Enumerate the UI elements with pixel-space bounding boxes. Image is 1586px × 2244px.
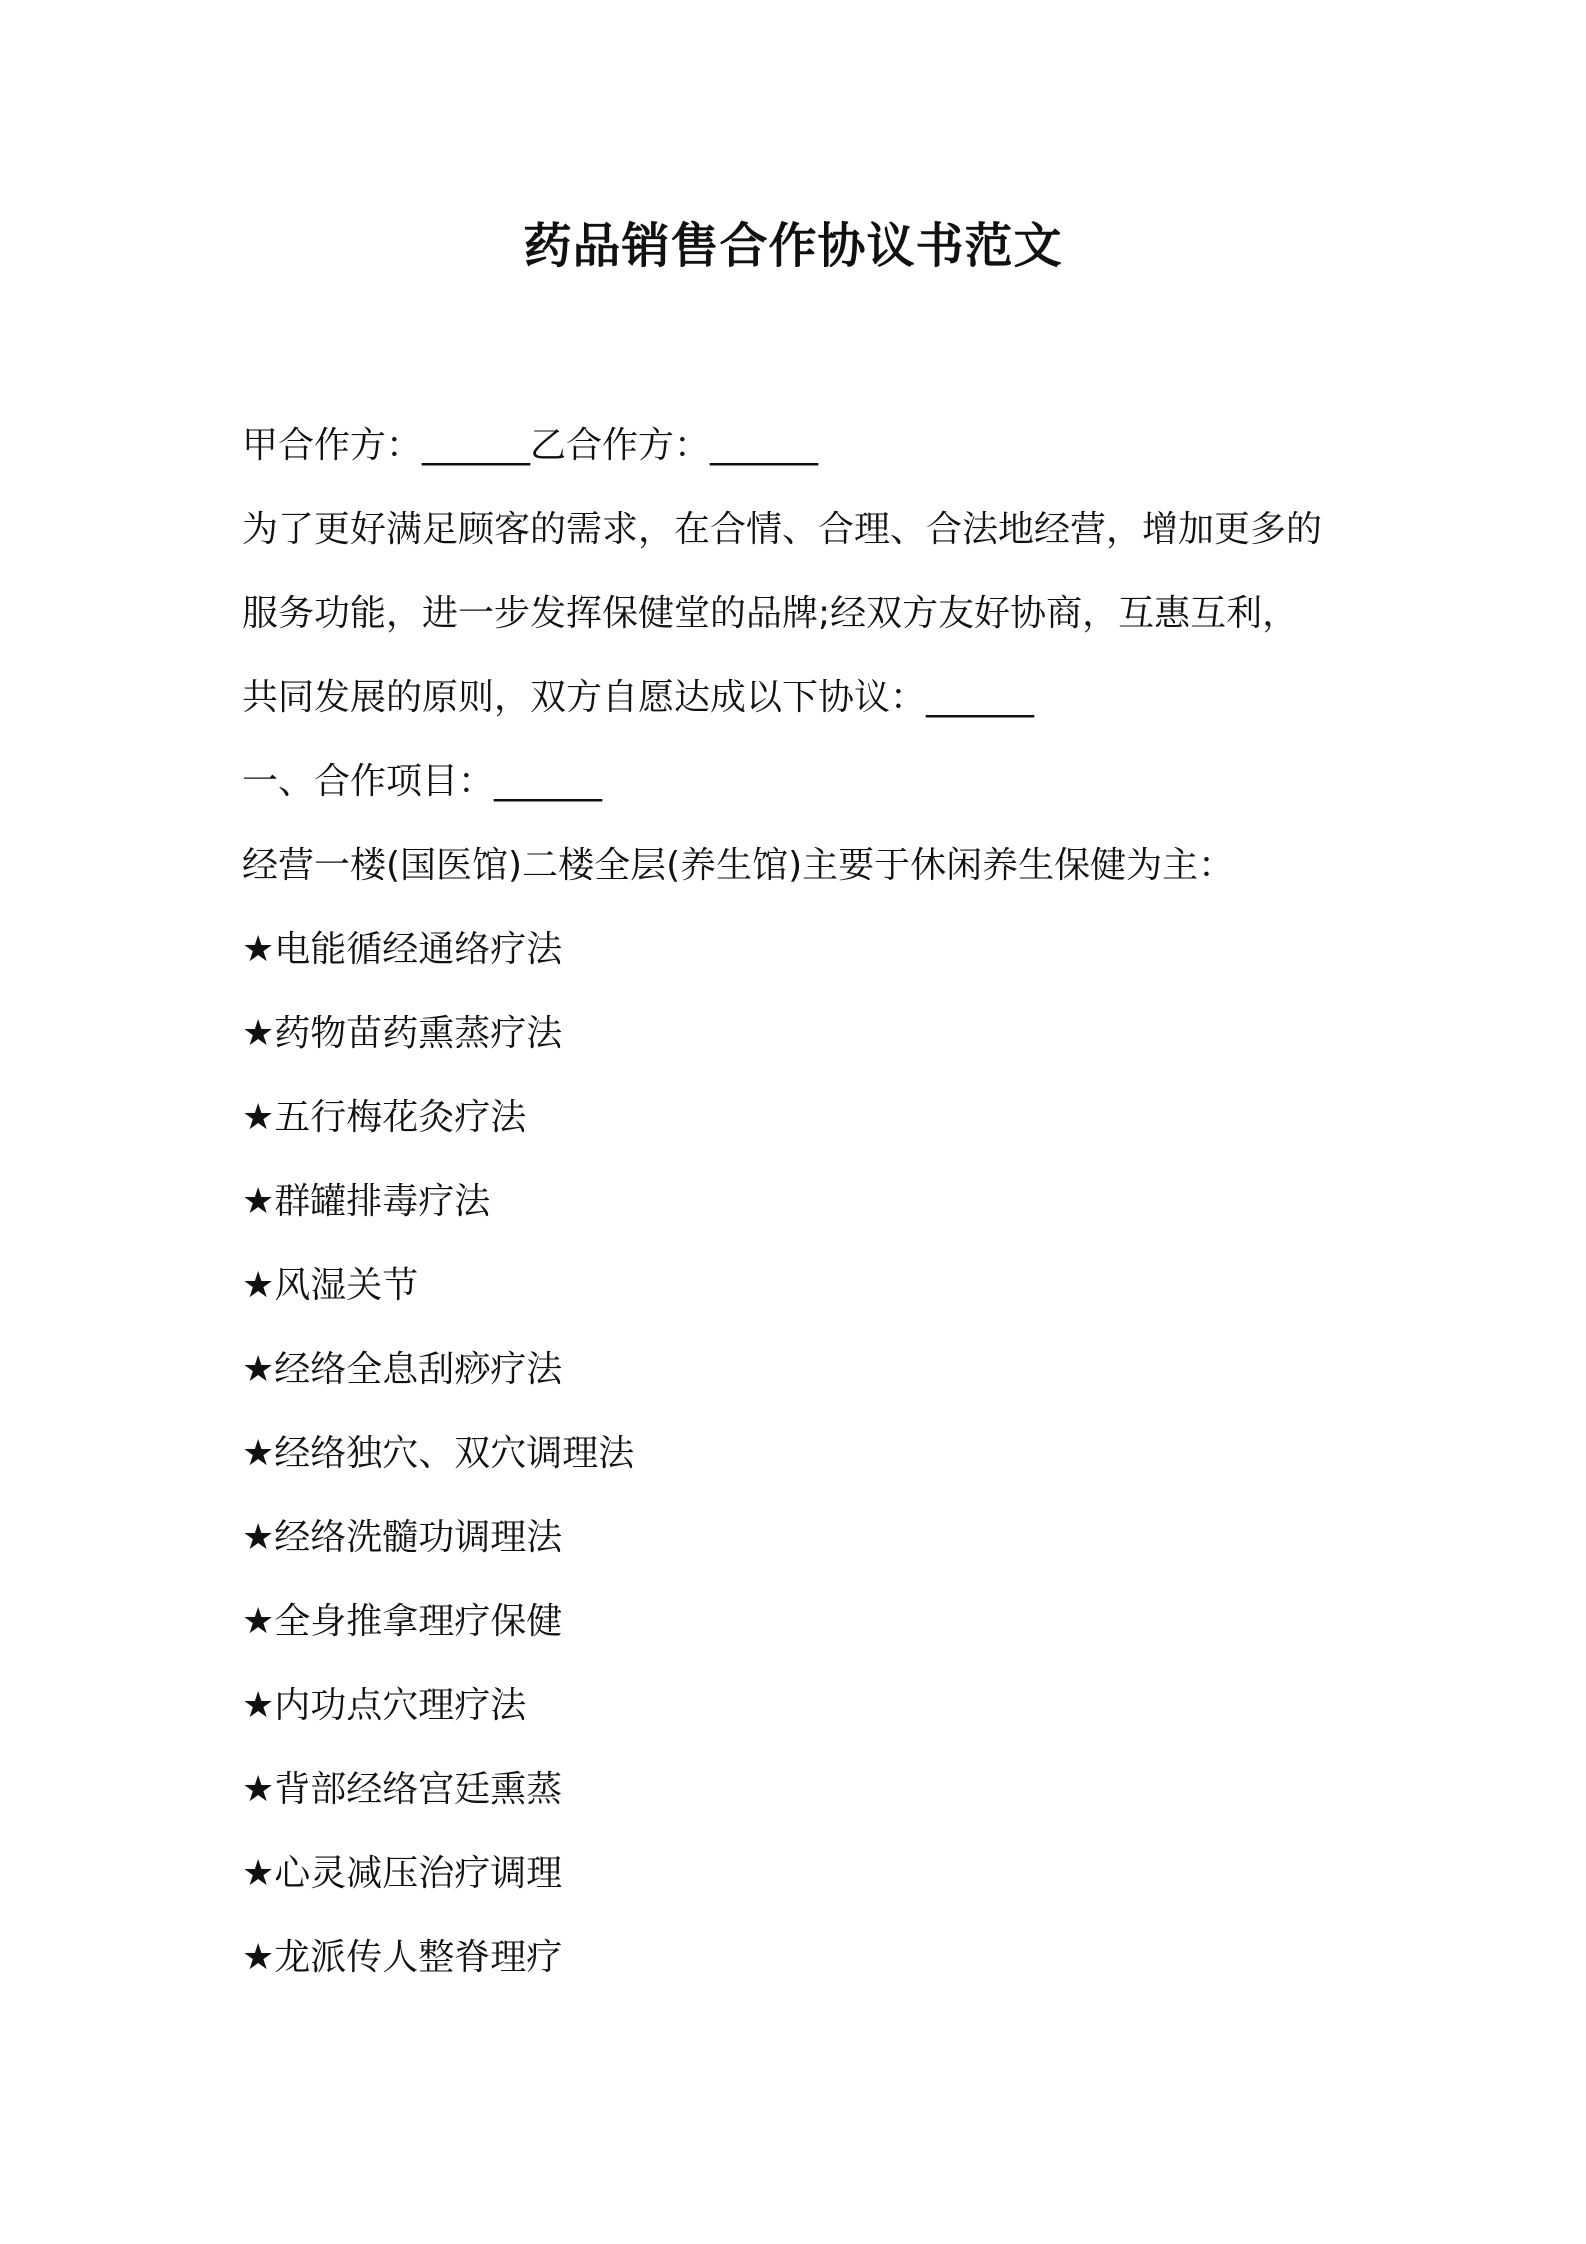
list-item: ★五行梅花灸疗法 (242, 1097, 527, 1138)
parties-line: 甲合作方：______乙合作方：______ (242, 425, 819, 466)
list-item: ★全身推拿理疗保健 (242, 1601, 563, 1642)
list-item: ★龙派传人整脊理疗 (242, 1937, 563, 1978)
list-item: ★电能循经通络疗法 (242, 929, 563, 970)
scope-line: 经营一楼(国医馆)二楼全层(养生馆)主要于休闲养生保健为主： (242, 845, 1235, 886)
list-item: ★经络独穴、双穴调理法 (242, 1433, 635, 1474)
list-item: ★药物苗药熏蒸疗法 (242, 1013, 563, 1054)
intro-line-1: 为了更好满足顾客的需求，在合情、合理、合法地经营，增加更多的 (242, 509, 1323, 550)
document-title: 药品销售合作协议书范文 (523, 218, 1063, 274)
document-body (242, 404, 1352, 2000)
list-item: ★内功点穴理疗法 (242, 1685, 527, 1726)
list-item: ★经络洗髓功调理法 (242, 1517, 563, 1558)
list-item: ★经络全息刮痧疗法 (242, 1349, 563, 1390)
section-heading: 一、合作项目：______ (242, 761, 603, 802)
intro-line-3: 共同发展的原则，双方自愿达成以下协议：______ (242, 677, 1035, 718)
intro-line-2: 服务功能，进一步发挥保健堂的品牌;经双方友好协商，互惠互利， (242, 593, 1299, 634)
list-item: ★心灵减压治疗调理 (242, 1853, 563, 1894)
list-item: ★风湿关节 (242, 1265, 419, 1306)
list-item: ★群罐排毒疗法 (242, 1181, 491, 1222)
list-item: ★背部经络宫廷熏蒸 (242, 1769, 563, 1810)
